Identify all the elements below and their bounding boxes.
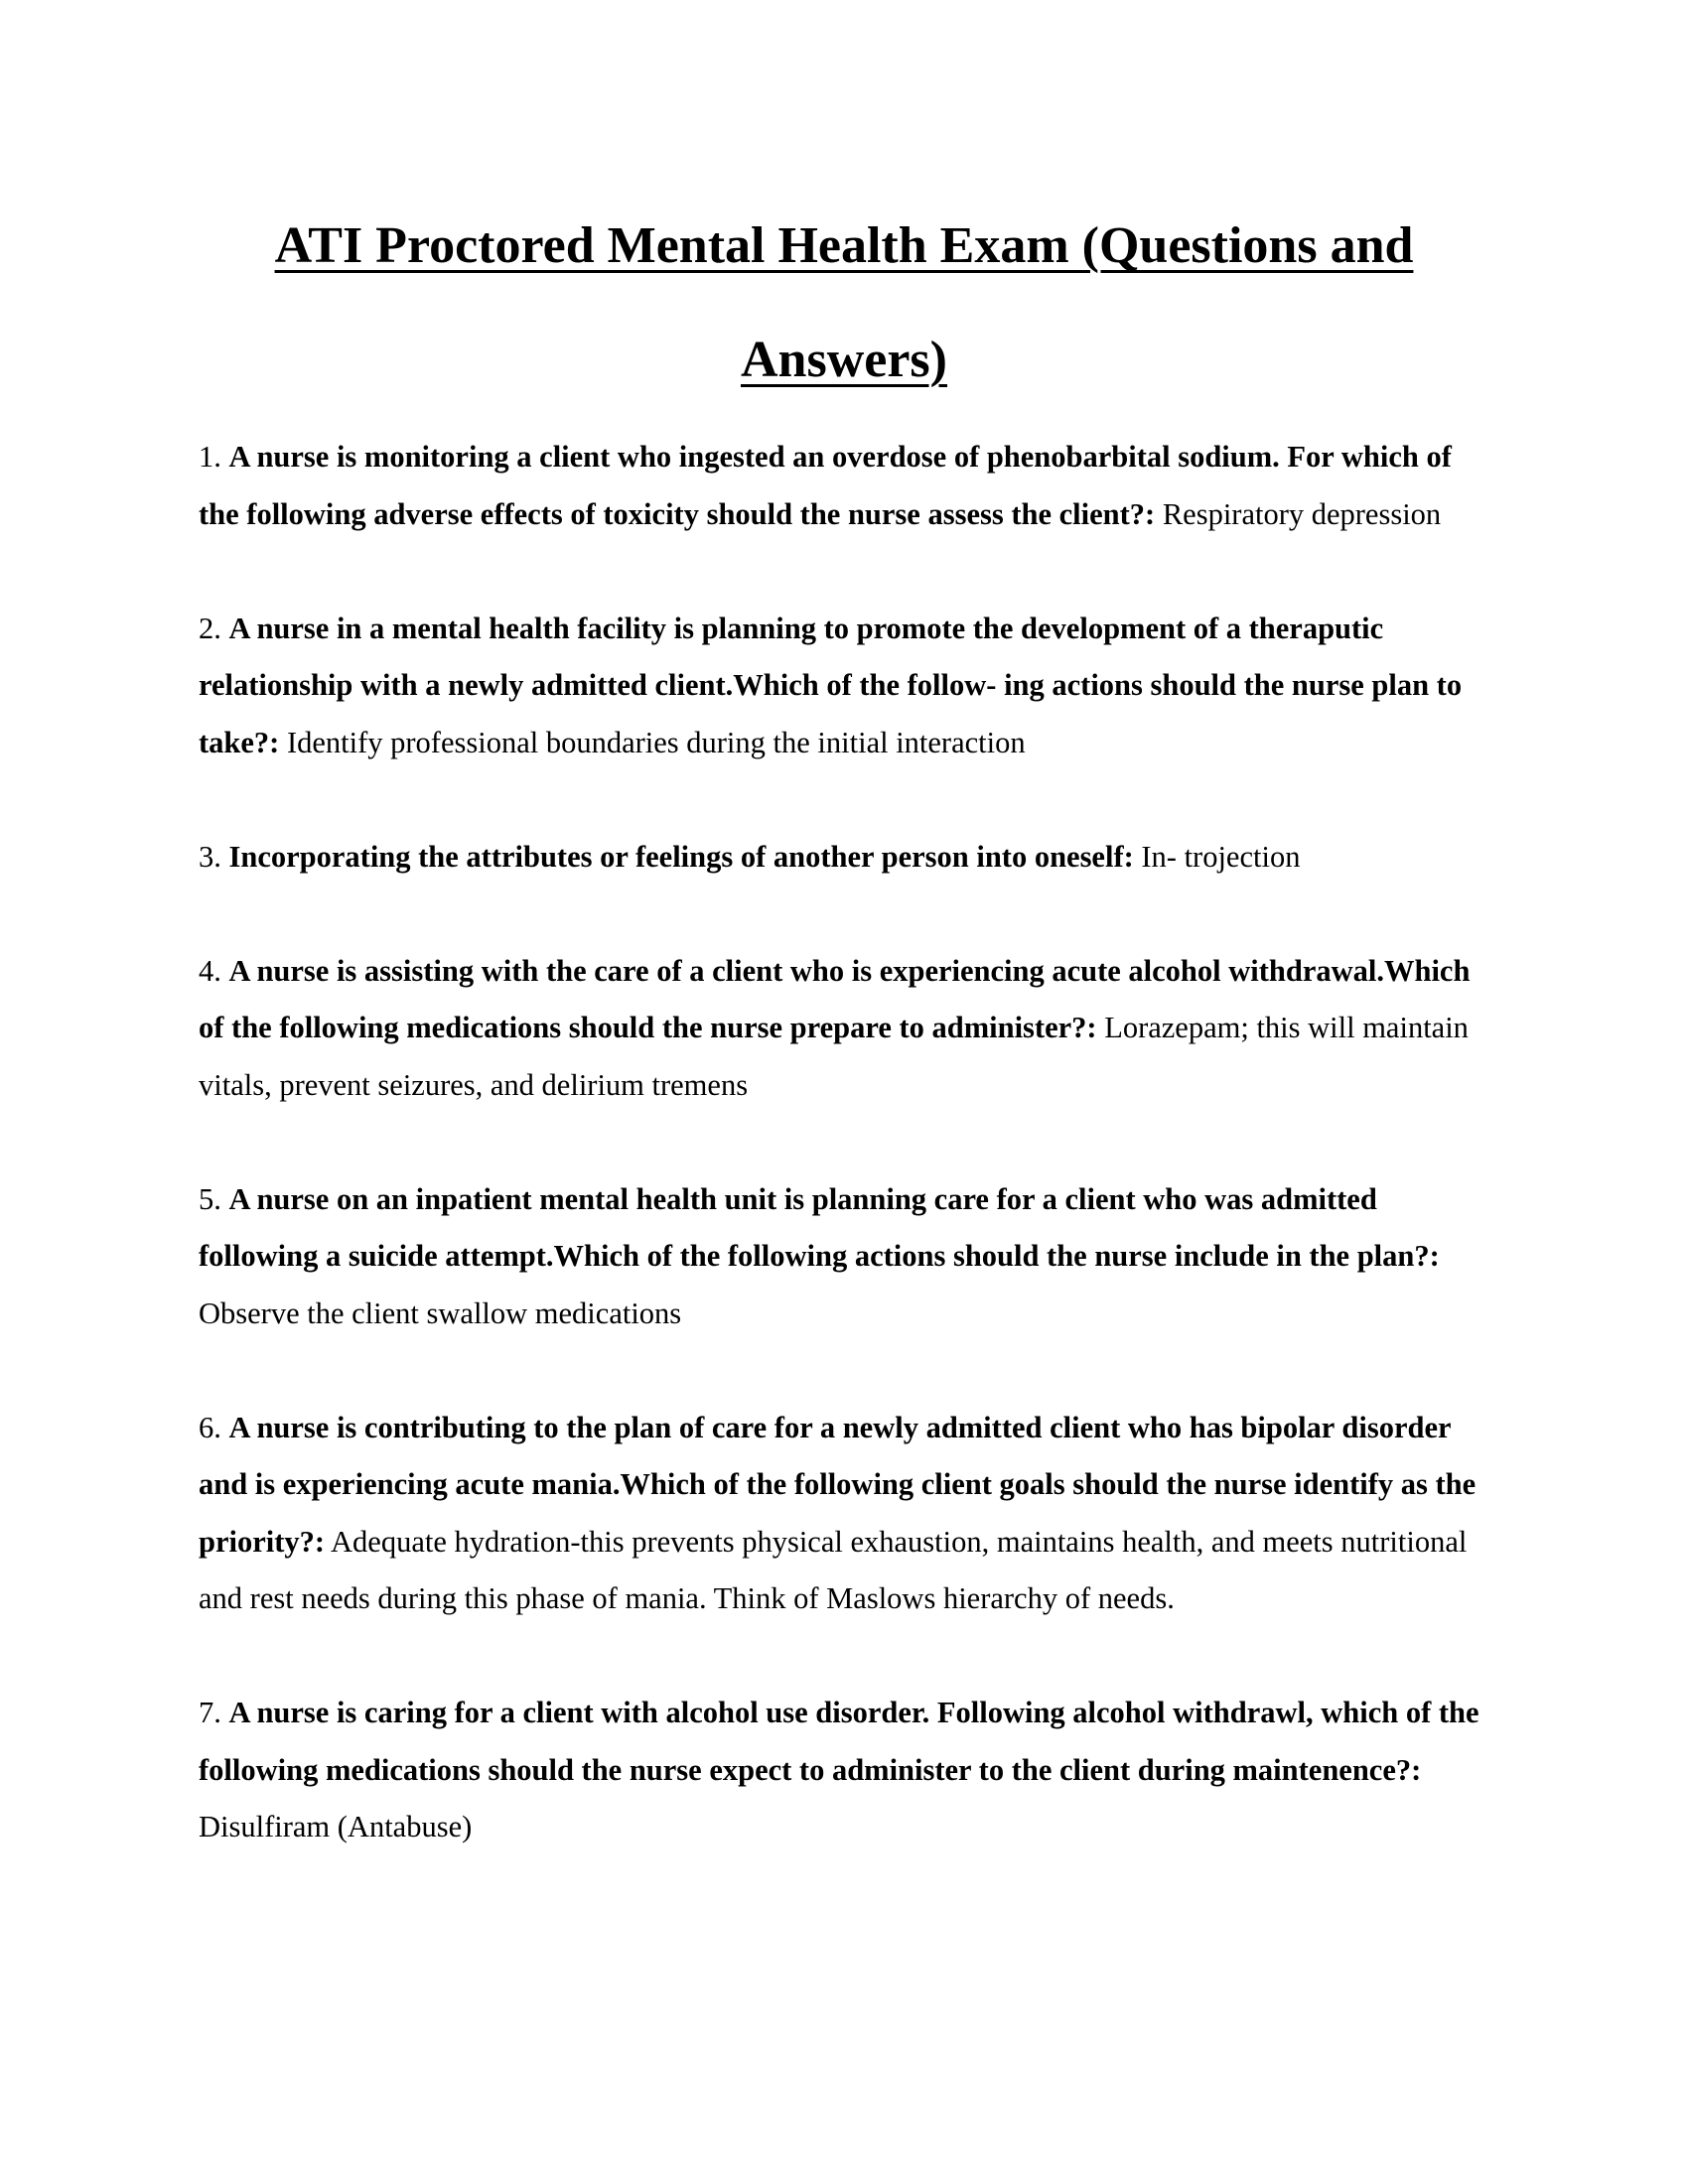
answer-text: Observe the client swallow medications	[199, 1296, 682, 1330]
document-title: ATI Proctored Mental Health Exam (Questions and Answers)	[274, 217, 1414, 388]
question-text: Incorporating the attributes or feelings of another person into oneself:	[228, 839, 1134, 874]
question-number: 4.	[199, 953, 221, 988]
answer-text: Respiratory depression	[1162, 496, 1442, 531]
question-number: 2.	[199, 611, 221, 645]
answer-text: Disulfiram (Antabuse)	[199, 1810, 473, 1843]
answer-text: Identify professional boundaries during the initial interaction	[286, 725, 1026, 759]
question-item-4	[199, 943, 1499, 1115]
question-text: A nurse is caring for a client with alcohol use disorder. Following alcohol withdrawl, which of the following medications should the nurse expect to administer to the client during maintenence?:	[199, 1696, 1479, 1787]
question-number: 6.	[199, 1410, 221, 1444]
question-number: 3.	[199, 839, 221, 874]
question-list	[199, 429, 1499, 1913]
question-item-5	[199, 1171, 1499, 1343]
question-item-1	[199, 429, 1499, 543]
question-item-7	[199, 1685, 1499, 1856]
question-text: A nurse is assisting with the care of a client who is experiencing acute alcohol withdrawal.Which of the following medications should the nurse prepare to administer?:	[199, 953, 1471, 1044]
question-text: A nurse in a mental health facility is planning to promote the development of a theraputic relationship with a newly admitted client.Which of the follow- ing actions should the nurse plan to take?:	[199, 611, 1463, 759]
answer-text: Adequate hydration-this prevents physical exhaustion, maintains health, and meets nutritional and rest needs during this phase of mania. Think of Maslows hierarchy of needs.	[199, 1524, 1468, 1615]
question-item-6	[199, 1400, 1499, 1628]
question-number: 5.	[199, 1181, 221, 1216]
question-text: A nurse on an inpatient mental health unit is planning care for a client who was admitted following a suicide attempt.Which of the following actions should the nurse include in the plan?:	[199, 1181, 1440, 1273]
question-number: 7.	[199, 1696, 221, 1729]
question-number: 1.	[199, 440, 221, 474]
question-item-3	[199, 829, 1499, 887]
answer-text: Lorazepam; this will maintain vitals, prevent seizures, and delirium tremens	[199, 1011, 1469, 1102]
question-text: A nurse is contributing to the plan of care for a newly admitted client who has bipolar disorder and is experiencing acute mania.Which of the following client goals should the nurse identify as the priority?:	[199, 1410, 1477, 1559]
question-text: A nurse is monitoring a client who ingested an overdose of phenobarbital sodium. For which of the following adverse effects of toxicity should the nurse assess the client?:	[199, 440, 1452, 531]
question-item-2	[199, 601, 1499, 772]
answer-text: In- trojection	[1141, 839, 1301, 874]
